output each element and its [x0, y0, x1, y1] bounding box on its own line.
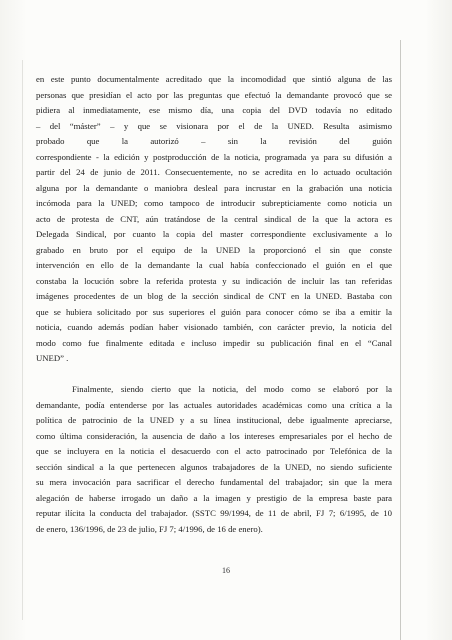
text-line: demandante, podía entenderse por las actuales autoridades académicas como una crítica a la [36, 399, 392, 410]
text-line: incómoda para la UNED; como tampoco de introducir subrepticiamente como noticia un [36, 198, 392, 208]
text-line: alguna por la demandante o maniobra desleal para incrustar en la grabación una noticia [36, 182, 392, 193]
text-line: Delegada Sindical, por cuanto la copia del master correspondiente exclusivamente a lo [36, 229, 392, 239]
text-line: intervención en ello de la demandante la cual había confeccionado el guión en el que [36, 260, 392, 270]
text-line: sección sindical a la que pertenecen algunos trabajadores de la UNED, no siendo suficiente [36, 461, 392, 472]
page-edge-line [400, 40, 401, 640]
paragraph-2 [36, 382, 392, 537]
page-number: 16 [222, 566, 230, 575]
text-line: – del “máster” – y que se visionara por el de la UNED. Resulta asimismo [36, 120, 392, 131]
text-line: en este punto documentalmente acreditado que la incomodidad que sintió alguna de las [36, 74, 392, 84]
text-line: acto de protesta de CNT, aún tratándose de la central sindical de la que la actora es [36, 213, 392, 224]
text-line: reputar ilícita la conducta del trabajador. (SSTC 99/1994, de 11 de abril, FJ 7; 6/1995, de 10 [36, 508, 392, 518]
text-line: pidiera al inmediatamente, ese mismo día, una copia del DVD todavía no editado [36, 105, 392, 115]
text-line: grabado en bruto por el equipo de la UNED la proporcionó el sin que conste [36, 244, 392, 255]
text-line: correspondiente - la edición y postproducción de la noticia, programada ya para su difusión a [36, 151, 392, 162]
text-line: su mera invocación para sacrificar el derecho fundamental del trabajador; sin que la mera [36, 477, 392, 487]
text-line: UNED” . [36, 353, 69, 363]
text-line: noticia, cuando además podían haber visionado también, con carácter previo, la noticia del [36, 322, 392, 332]
text-line: que se incluyera en la noticia el desacuerdo con el acto patrocinado por Telefónica de la [36, 446, 392, 456]
text-line: como última consideración, la ausencia de daño a los intereses empresariales por el hecho de [36, 430, 392, 441]
paragraph-gap [36, 367, 392, 383]
paragraph-1 [36, 72, 392, 367]
text-line: partir del 24 de junio de 2011. Consecuentemente, no se acredita en lo actuado ocultación [36, 167, 392, 177]
text-line: política de patrocinio de la UNED y a su línea institucional, debe igualmente apreciarse, [36, 415, 392, 425]
text-line: probado que la autorizó – sin la revisión del guión [36, 136, 392, 146]
page-edge-shadow [22, 60, 23, 620]
text-line: alegación de haberse irrogado un daño a la imagen y prestigio de la empresa baste para [36, 492, 392, 503]
text-line: personas que presidían el acto por las preguntas que efectuó la demandante provocó que se [36, 89, 392, 100]
document-body [36, 72, 392, 537]
text-line: modo como fue finalmente editada e incluso impedir su publicación final en el “Canal [36, 337, 392, 348]
text-line: que se hubiera solicitado por sus superiores el guión para conocer cómo se iba a emitir la [36, 306, 392, 317]
text-line: de enero, 136/1996, de 23 de julio, FJ 7; 4/1996, de 16 de enero). [36, 523, 263, 534]
text-line: Finalmente, siendo cierto que la noticia, del modo como se elaboró por la [72, 384, 392, 394]
text-line: constaba la locución sobre la referida protesta y su indicación de incluir las tan referidas [36, 275, 392, 286]
text-line: imágenes procedentes de un blog de la sección sindical de CNT en la UNED. Bastaba con [36, 291, 392, 301]
